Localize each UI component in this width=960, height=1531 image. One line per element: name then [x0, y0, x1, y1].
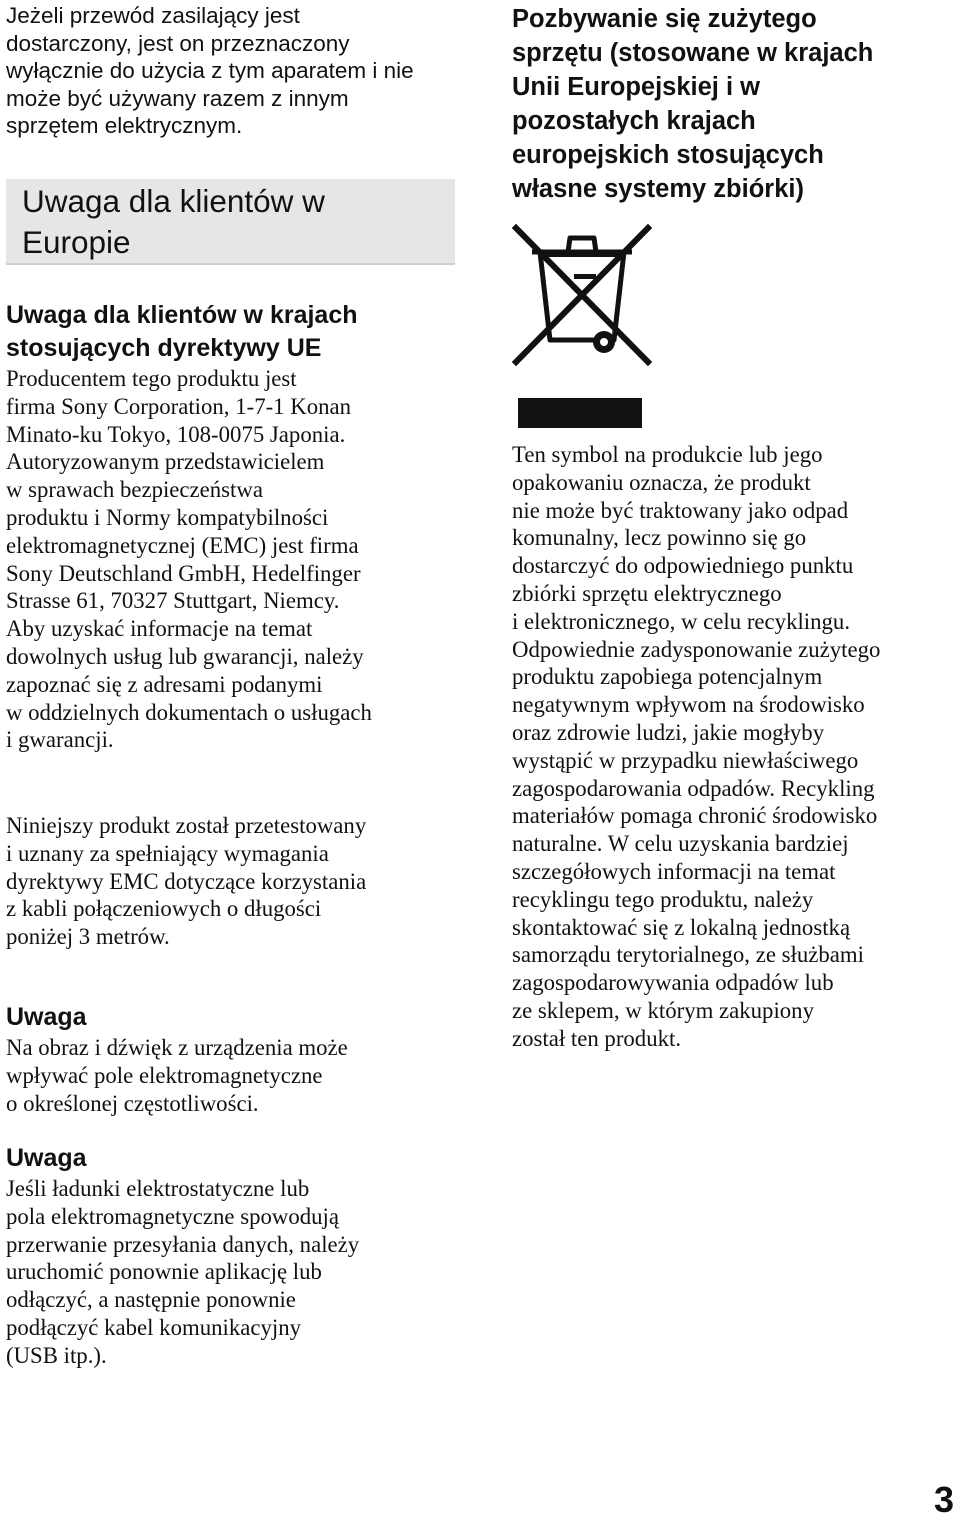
- text-line: wyłącznie do użycia z tym aparatem i nie: [6, 58, 414, 84]
- banner-line: Uwaga dla klientów w: [22, 183, 325, 219]
- text-line: produktu i Normy kompatybilności: [6, 504, 329, 530]
- heading-line: Unii Europejskiej i w: [512, 73, 760, 101]
- page-number: 3: [933, 1479, 954, 1520]
- text-line: Jeżeli przewód zasilający jest: [6, 3, 300, 28]
- text-line: produktu zapobiega potencjalnym: [512, 664, 823, 690]
- text-line: zbiórki sprzętu elektrycznego: [512, 580, 782, 606]
- section-banner-europe: [6, 179, 455, 265]
- note-electrostatic-section: [6, 1142, 461, 1370]
- heading-line: Pozbywanie się zużytego: [512, 5, 817, 33]
- heading-line: pozostałych krajach: [512, 107, 756, 135]
- text-line: Producentem tego produktu jest: [6, 366, 297, 391]
- text-line: został ten produkt.: [512, 1025, 682, 1051]
- heading-line: stosujących dyrektywy UE: [6, 334, 322, 362]
- heading-line: europejskich stosujących: [512, 141, 824, 169]
- note-em-field-section: [6, 1001, 461, 1117]
- text-line: sprzętem elektrycznym.: [6, 113, 243, 139]
- crossed-out-wheelie-bin-icon: [512, 222, 652, 432]
- text-line: może być używany razem z innym: [6, 85, 349, 111]
- disposal-body: [512, 441, 957, 1053]
- note-heading: Uwaga: [6, 1003, 87, 1031]
- text-line: w sprawach bezpieczeństwa: [6, 477, 263, 503]
- text-line: dostarczony, jest on przeznaczony: [6, 30, 350, 56]
- text-line: komunalny, lecz powinno się go: [512, 525, 807, 551]
- text-line: zagospodarowywania odpadów lub: [512, 970, 834, 996]
- text-line: i gwarancji.: [6, 727, 114, 753]
- text-line: Jeśli ładunki elektrostatyczne lub: [6, 1176, 310, 1201]
- power-cord-notice: [6, 2, 461, 140]
- eu-directive-heading: [6, 299, 461, 365]
- text-line: dyrektywy EMC dotyczące korzystania: [6, 868, 367, 894]
- text-line: uruchomić ponownie aplikację lub: [6, 1259, 322, 1285]
- text-line: poniżej 3 metrów.: [6, 924, 170, 950]
- text-line: Ten symbol na produkcie lub jego: [512, 442, 823, 467]
- text-line: elektromagnetycznej (EMC) jest firma: [6, 532, 359, 558]
- text-line: Autoryzowanym przedstawicielem: [6, 449, 325, 475]
- eu-directive-section: [6, 299, 461, 754]
- text-line: Strasse 61, 70327 Stuttgart, Niemcy.: [6, 588, 340, 614]
- text-line: dostarczyć do odpowiedniego punktu: [512, 553, 854, 579]
- text-line: pola elektromagnetyczne spowodują: [6, 1203, 339, 1229]
- text-line: samorządu terytorialnego, ze służbami: [512, 942, 864, 968]
- note-body: [6, 1175, 461, 1370]
- text-line: zagospodarowania odpadów. Recykling: [512, 775, 875, 801]
- heading-line: sprzętu (stosowane w krajach: [512, 39, 874, 67]
- text-line: skontaktować się z lokalną jednostką: [512, 914, 851, 940]
- text-line: firma Sony Corporation, 1-7-1 Konan: [6, 393, 352, 419]
- text-line: ze sklepem, w którym zakupiony: [512, 997, 814, 1023]
- text-line: odłączyć, a następnie ponownie: [6, 1287, 296, 1313]
- text-line: i elektronicznego, w celu recyklingu.: [512, 608, 851, 634]
- heading-line: Uwaga dla klientów w krajach: [6, 301, 358, 329]
- text-line: dowolnych usług lub gwarancji, należy: [6, 643, 364, 669]
- left-column: [6, 0, 461, 1368]
- text-line: nie może być traktowany jako odpad: [512, 497, 849, 523]
- text-line: oraz zdrowie ludzi, jakie mogłyby: [512, 719, 825, 745]
- text-line: zapoznać się z adresami podanymi: [6, 671, 323, 697]
- text-line: wystąpić w przypadku niewłaściwego: [512, 747, 859, 773]
- text-line: naturalne. W celu uzyskania bardziej: [512, 831, 849, 857]
- text-line: (USB itp.).: [6, 1342, 107, 1368]
- text-line: i uznany za spełniający wymagania: [6, 840, 329, 866]
- emc-test-paragraph: [6, 812, 461, 951]
- banner-line: Europie: [22, 224, 131, 260]
- text-line: materiałów pomaga chronić środowisko: [512, 803, 878, 829]
- text-line: przerwanie przesyłania danych, należy: [6, 1231, 360, 1257]
- text-line: Niniejszy produkt został przetestowany: [6, 813, 367, 838]
- note-heading: Uwaga: [6, 1144, 87, 1172]
- text-line: Odpowiednie zadysponowanie zużytego: [512, 636, 881, 662]
- eu-directive-body: [6, 365, 461, 754]
- text-line: szczegółowych informacji na temat: [512, 858, 836, 884]
- note-body: [6, 1034, 461, 1117]
- text-line: o określonej częstotliwości.: [6, 1090, 259, 1116]
- text-line: Na obraz i dźwięk z urządzenia może: [6, 1035, 348, 1060]
- heading-line: własne systemy zbiórki): [512, 175, 804, 203]
- text-line: wpływać pole elektromagnetyczne: [6, 1062, 323, 1088]
- right-column: [512, 0, 957, 1051]
- text-line: recyklingu tego produktu, należy: [512, 886, 814, 912]
- text-line: podłączyć kabel komunikacyjny: [6, 1314, 301, 1340]
- disposal-heading: [512, 2, 957, 206]
- text-line: negatywnym wpływom na środowisko: [512, 692, 865, 718]
- text-line: Aby uzyskać informacje na temat: [6, 616, 313, 642]
- text-line: w oddzielnych dokumentach o usługach: [6, 699, 372, 725]
- text-line: Minato-ku Tokyo, 108-0075 Japonia.: [6, 421, 346, 447]
- text-line: opakowaniu oznacza, że produkt: [512, 469, 811, 495]
- text-line: Sony Deutschland GmbH, Hedelfinger: [6, 560, 361, 586]
- text-line: z kabli połączeniowych o długości: [6, 896, 322, 922]
